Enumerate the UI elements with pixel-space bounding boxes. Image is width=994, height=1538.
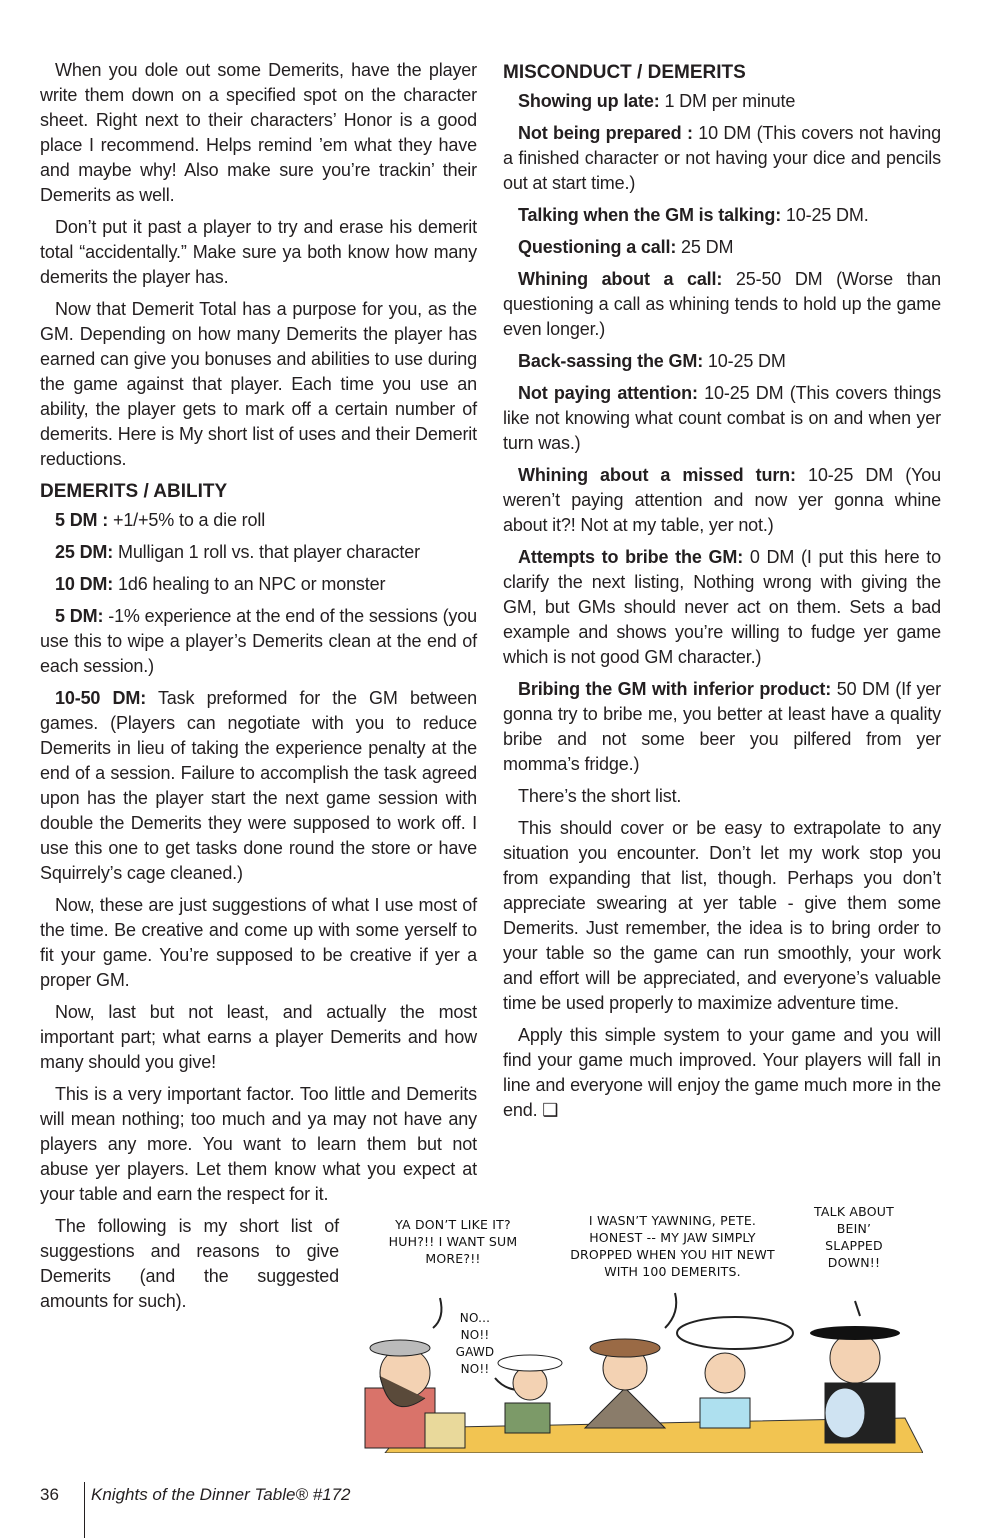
paragraph — [503, 816, 941, 1016]
paragraph-text: 25 DM — [676, 237, 734, 257]
paragraph — [40, 893, 477, 993]
paragraph-lead: Questioning a call: — [518, 237, 677, 257]
paragraph-text: -1% experience at the end of the sessions (you use this to wipe a player’s Demerits clean at the end of each session.) — [40, 606, 477, 676]
paragraph — [503, 381, 941, 456]
paragraph-text: The following is my short list of suggestions and reasons to give Demerits (and the suggested amounts for such). — [40, 1216, 339, 1311]
paragraph — [503, 267, 941, 342]
paragraph-text: 25-50 DM (Worse than questioning a call as whining tends to hold up the game even longer.) — [503, 269, 942, 339]
paragraph-lead: Not being prepared : — [518, 123, 693, 143]
demerits-ability-heading: DEMERITS / ABILITY — [40, 481, 228, 502]
paragraph-lead: Bribing the GM with inferior product: — [518, 679, 832, 699]
paragraph-text: There’s the short list. — [518, 786, 682, 806]
misconduct-demerits-heading: MISCONDUCT / DEMERITS — [503, 62, 746, 83]
paragraph-lead: 10-50 DM: — [55, 688, 147, 708]
paragraph — [40, 58, 477, 208]
publication-title: Knights of the Dinner Table® #172 — [91, 1485, 351, 1504]
paragraph-text: Task preformed for the GM between games. (Players can negotiate with you to reduce Demerits in lieu of taking the experience penalty at the end of a session. Failure to accomplish the task agreed upon has the player start the next game session with double the Demerits they were supposed to work off. I use this one to get tasks done round the store or have Squirrely’s cage cleaned.) — [40, 688, 477, 883]
paragraph — [503, 89, 941, 114]
paragraph-lead: Showing up late: — [518, 91, 660, 111]
paragraph — [40, 572, 477, 597]
paragraph-text: This is a very important factor. Too little and Demerits will mean nothing; too much and ya may not have any players any more. You want to learn them but not abuse yer players. Let them know what you expect at your table and earn the respect for it. — [40, 1084, 477, 1204]
paragraph-text: Now, these are just suggestions of what I use most of the time. Be creative and come up with some yerself to fit your game. You’re supposed to be creative if yer a proper GM. — [40, 895, 477, 990]
paragraph-text: This should cover or be easy to extrapolate to any situation you encounter. Don’t let my work stop you from expanding that list, though. Perhaps you don’t appreciate swearing at yer table - give them some Demerits. Just remember, the idea is to bring order to your table so the game can run smoothly, your work and effort will be appreciated, and everyone’s valuable time be used properly to maximize adventure time. — [503, 818, 941, 1013]
paragraph — [40, 215, 477, 290]
speech-balloon-3: I WASN’T YAWNING, PETE. HONEST -- MY JAW SIMPLY DROPPED WHEN YOU HIT NEWT WITH 100 DEMERITS. — [570, 1213, 775, 1279]
paragraph-text: 10-25 DM (This covers things like not knowing what count combat is on and when yer turn was.) — [503, 383, 941, 453]
paragraph-text: 10-25 DM. — [781, 205, 869, 225]
paragraph — [503, 203, 941, 228]
paragraph-lead: 5 DM : — [55, 510, 109, 530]
comic-strip — [345, 1198, 923, 1453]
footer-divider — [84, 1482, 85, 1538]
paragraph — [503, 545, 941, 670]
paragraph — [503, 784, 941, 809]
paragraph-text: 10-25 DM (You weren’t paying attention and now yer gonna whine about it?! Not at my table, yer not.) — [503, 465, 941, 535]
paragraph — [40, 604, 477, 679]
paragraph — [40, 1000, 477, 1075]
paragraph-lead: Whining about a call: — [518, 269, 723, 289]
paragraph — [503, 235, 941, 260]
paragraph-lead: Attempts to bribe the GM: — [518, 547, 744, 567]
paragraph-text: When you dole out some Demerits, have the player write them down on a specified spot on the character sheet. Right next to their characters’ Honor is a good place I recommend. Helps remind ’em what they have and maybe why! Also make sure you’re trackin’ their Demerits as well. — [40, 60, 477, 205]
paragraph-lead: Talking when the GM is talking: — [518, 205, 782, 225]
paragraph-text: Apply this simple system to your game and you will find your game much improved. Your players will fall in line and everyone will enjoy the game much more in the end. ❑ — [503, 1025, 941, 1120]
paragraph-lead: Back-sassing the GM: — [518, 351, 704, 371]
right-column — [503, 58, 941, 1130]
paragraph-lead: 10 DM: — [55, 574, 114, 594]
speech-balloon-4: TALK ABOUT BEIN’ SLAPPED DOWN!! — [814, 1204, 894, 1270]
paragraph-text: 1 DM per minute — [659, 91, 796, 111]
paragraph-lead: Whining about a missed turn: — [518, 465, 796, 485]
paragraph — [40, 297, 477, 472]
paragraph — [40, 540, 477, 565]
paragraph — [40, 686, 477, 886]
speech-balloon-2: NO... NO!! GAWD NO!! — [455, 1311, 495, 1376]
paragraph-text: 50 DM (If yer gonna try to bribe me, you better at least have a quality bribe and not some beer you pilfered from yer momma’s fridge.) — [503, 679, 941, 774]
paragraph — [503, 677, 941, 777]
paragraph-text: 10 DM (This covers not having a finished character or not having your dice and pencils out at start time.) — [503, 123, 941, 193]
paragraph — [503, 349, 941, 374]
paragraph-lead: 5 DM: — [55, 606, 104, 626]
paragraph — [503, 463, 941, 538]
paragraph-text: 1d6 healing to an NPC or monster — [113, 574, 386, 594]
paragraph-text: +1/+5% to a die roll — [108, 510, 266, 530]
paragraph — [503, 1023, 941, 1123]
paragraph-text: Mulligan 1 roll vs. that player character — [113, 542, 420, 562]
paragraph-text: 10-25 DM — [703, 351, 786, 371]
paragraph — [40, 508, 477, 533]
paragraph-text: Now, last but not least, and actually the most important part; what earns a player Demerits and how many should you give! — [40, 1002, 477, 1072]
paragraph — [503, 121, 941, 196]
page-number: 36 — [40, 1485, 59, 1504]
paragraph-text: Now that Demerit Total has a purpose for you, as the GM. Depending on how many Demerits the player has earned can give you bonuses and abilities to use during the game against that player. Each time you use an ability, the player gets to mark off a certain number of demerits. Here is My short list of uses and their Demerit reductions. — [40, 299, 477, 469]
paragraph-lead: Not paying attention: — [518, 383, 698, 403]
paragraph-text: 0 DM (I put this here to clarify the next listing, Nothing wrong with giving the GM, but GMs should never act on them. Sets a bad example and shows you’re willing to fudge yer game which is not good GM character.) — [503, 547, 942, 667]
speech-balloon-1: YA DON’T LIKE IT? HUH?!! I WANT SUM MORE?!! — [388, 1217, 518, 1266]
paragraph-lead: 25 DM: — [55, 542, 114, 562]
paragraph-text: Don’t put it past a player to try and erase his demerit total “accidentally.” Make sure ya both know how many demerits the player has. — [40, 217, 477, 287]
